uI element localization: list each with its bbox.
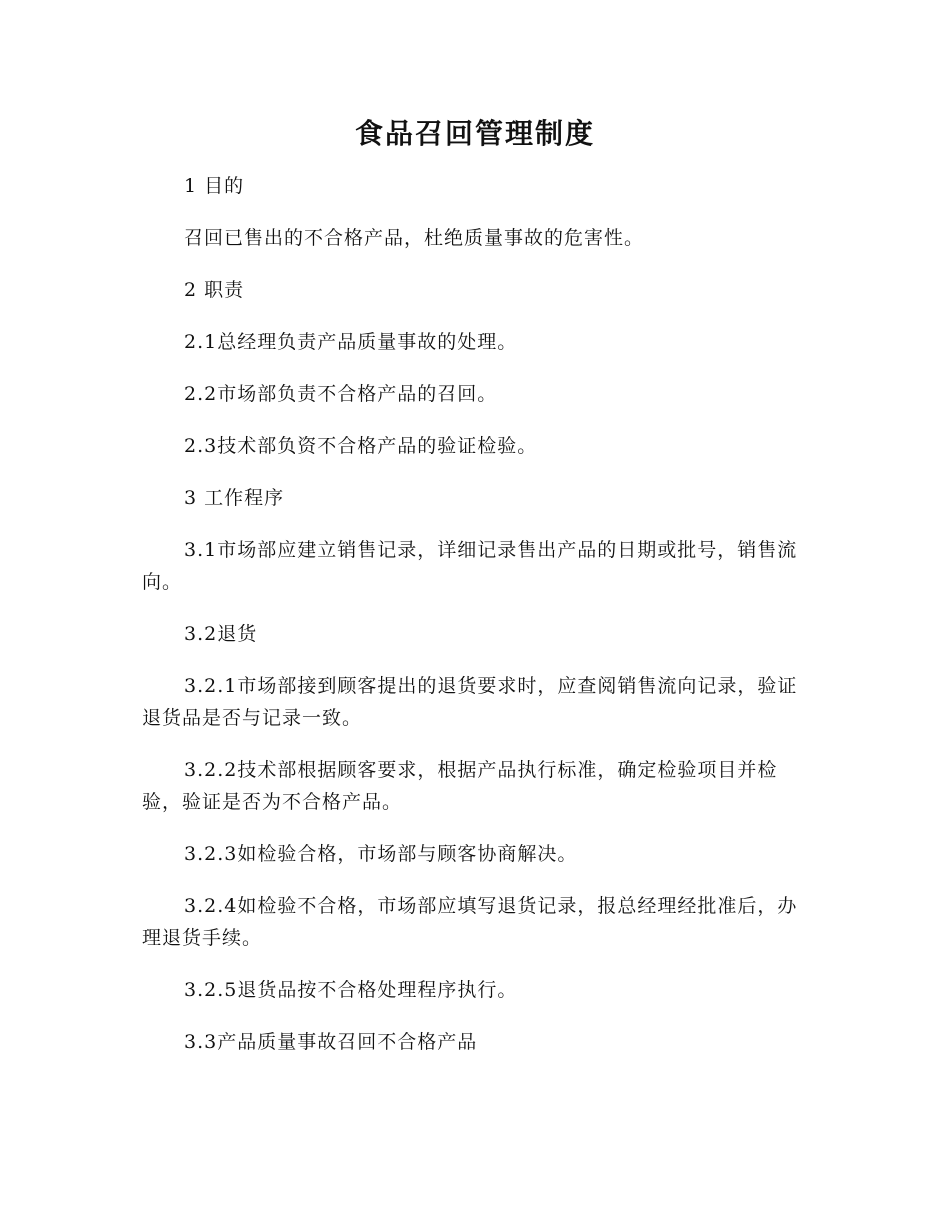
paragraph-2-2: 2.2市场部负责不合格产品的召回。 (184, 383, 498, 405)
section-heading-purpose: 1 目的 (184, 175, 245, 197)
section-heading-procedure: 3 工作程序 (184, 487, 285, 509)
section-heading-responsibilities: 2 职责 (184, 279, 245, 301)
paragraph-3-2-3: 3.2.3如检验合格，市场部与顾客协商解决。 (184, 843, 578, 865)
paragraph-3-2: 3.2退货 (184, 623, 258, 645)
paragraph-3-3: 3.3产品质量事故召回不合格产品 (184, 1031, 478, 1053)
paragraph-3-2-4: 3.2.4如检验不合格，市场部应填写退货记录，报总经理经批准后，办理退货手续。 (142, 895, 798, 949)
document-body (142, 170, 812, 1078)
paragraph-3-2-2: 3.2.2技术部根据顾客要求，根据产品执行标准，确定检验项目并检验，验证是否为不合格产品。 (142, 759, 778, 813)
paragraph-3-1: 3.1市场部应建立销售记录，详细记录售出产品的日期或批号，销售流向。 (142, 539, 798, 593)
paragraph-2-3: 2.3技术部负资不合格产品的验证检验。 (184, 435, 538, 457)
paragraph-2-1: 2.1总经理负责产品质量事故的处理。 (184, 331, 518, 353)
paragraph-3-2-1: 3.2.1市场部接到顾客提出的退货要求时，应查阅销售流向记录，验证退货品是否与记录一致。 (142, 675, 798, 729)
document-title: 食品召回管理制度 (354, 117, 595, 150)
paragraph-3-2-5: 3.2.5退货品按不合格处理程序执行。 (184, 979, 518, 1001)
paragraph-purpose-text: 召回已售出的不合格产品，杜绝质量事故的危害性。 (184, 227, 645, 249)
